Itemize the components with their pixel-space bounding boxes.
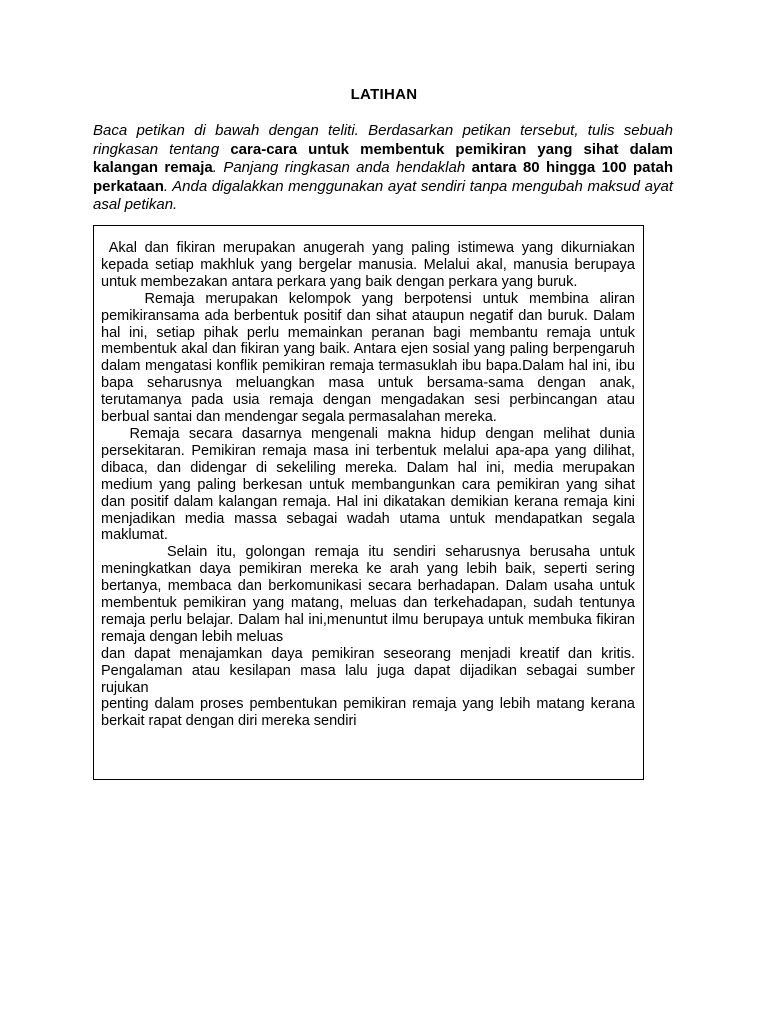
instructions-text-2: . Panjang ringkasan anda hendaklah xyxy=(212,159,472,176)
passage-paragraph-5: dan dapat menajamkan daya pemikiran seseorang menjadi kreatif dan kritis. Pengalaman atau kesilapan masa lalu juga dapat dijadikan sebagai sumber rujukan xyxy=(101,645,640,696)
instructions-topic-bold: cara-cara untuk membentuk pemikiran yang sihat dalam kalangan remaja xyxy=(93,140,673,176)
passage-text xyxy=(101,240,640,730)
instructions-wordcount-bold: antara 80 hingga 100 patah perkataan xyxy=(93,159,673,195)
instructions-text-1: Baca petikan di bawah dengan teliti. Berdasarkan petikan tersebut, tulis sebuah ringkasan tentang xyxy=(93,122,673,158)
page-title: LATIHAN xyxy=(350,86,418,103)
passage-paragraph-4: Selain itu, golongan remaja itu sendiri seharusnya berusaha untuk meningkatkan daya pemikiran mereka ke arah yang lebih baik, seperti sering bertanya, membaca dan berkomunikasi secara berhadapan. Dalam usaha untuk membentuk pemikiran yang matang, meluas dan terkehadapan, sudah tentunya remaja perlu belajar. Dalam hal ini,menuntut ilmu berupaya untuk membuka fikiran remaja dengan lebih meluas xyxy=(101,544,640,645)
passage-box xyxy=(93,225,644,780)
passage-paragraph-1: Akal dan fikiran merupakan anugerah yang paling istimewa yang dikurniakan kepada setiap makhluk yang bergelar manusia. Melalui akal, manusia berupaya untuk membezakan antara perkara yang baik dengan perkara yang buruk. xyxy=(101,240,640,290)
passage-paragraph-3: Remaja secara dasarnya mengenali makna hidup dengan melihat dunia persekitaran. Pemikiran remaja masa ini terbentuk melalui apa-apa yang dilihat, dibaca, dan didengar di sekeliling mereka. Dalam hal ini, media merupakan medium yang paling berkesan untuk membangunkan cara pemikiran yang sihat dan positif dalam kalangan remaja. Hal ini dikatakan demikian kerana remaja kini menjadikan media massa sebagai wadah utama untuk mendapatkan segala maklumat. xyxy=(101,425,640,544)
instructions-paragraph xyxy=(93,122,673,215)
passage-paragraph-6: penting dalam proses pembentukan pemikiran remaja yang lebih matang kerana berkait rapat dengan diri mereka sendiri xyxy=(101,696,640,730)
passage-paragraph-2: Remaja merupakan kelompok yang berpotensi untuk membina aliran pemikiransama ada berbentuk positif dan sihat ataupun negatif dan buruk. Dalam hal ini, setiap pihak perlu memainkan peranan bagi membantu remaja untuk membentuk akal dan fikiran yang baik. Antara ejen sosial yang paling berpengaruh dalam mengatasi konflik pemikiran remaja termasuklah ibu bapa.Dalam hal ini, ibu bapa seharusnya meluangkan masa untuk bersama-sama dengan anak, terutamanya pada usia remaja dengan mengadakan sesi perbincangan atau berbual santai dan mendengar segala permasalahan mereka. xyxy=(101,290,640,426)
instructions-text-3: . Anda digalakkan menggunakan ayat sendiri tanpa mengubah maksud ayat asal petikan. xyxy=(93,177,673,213)
